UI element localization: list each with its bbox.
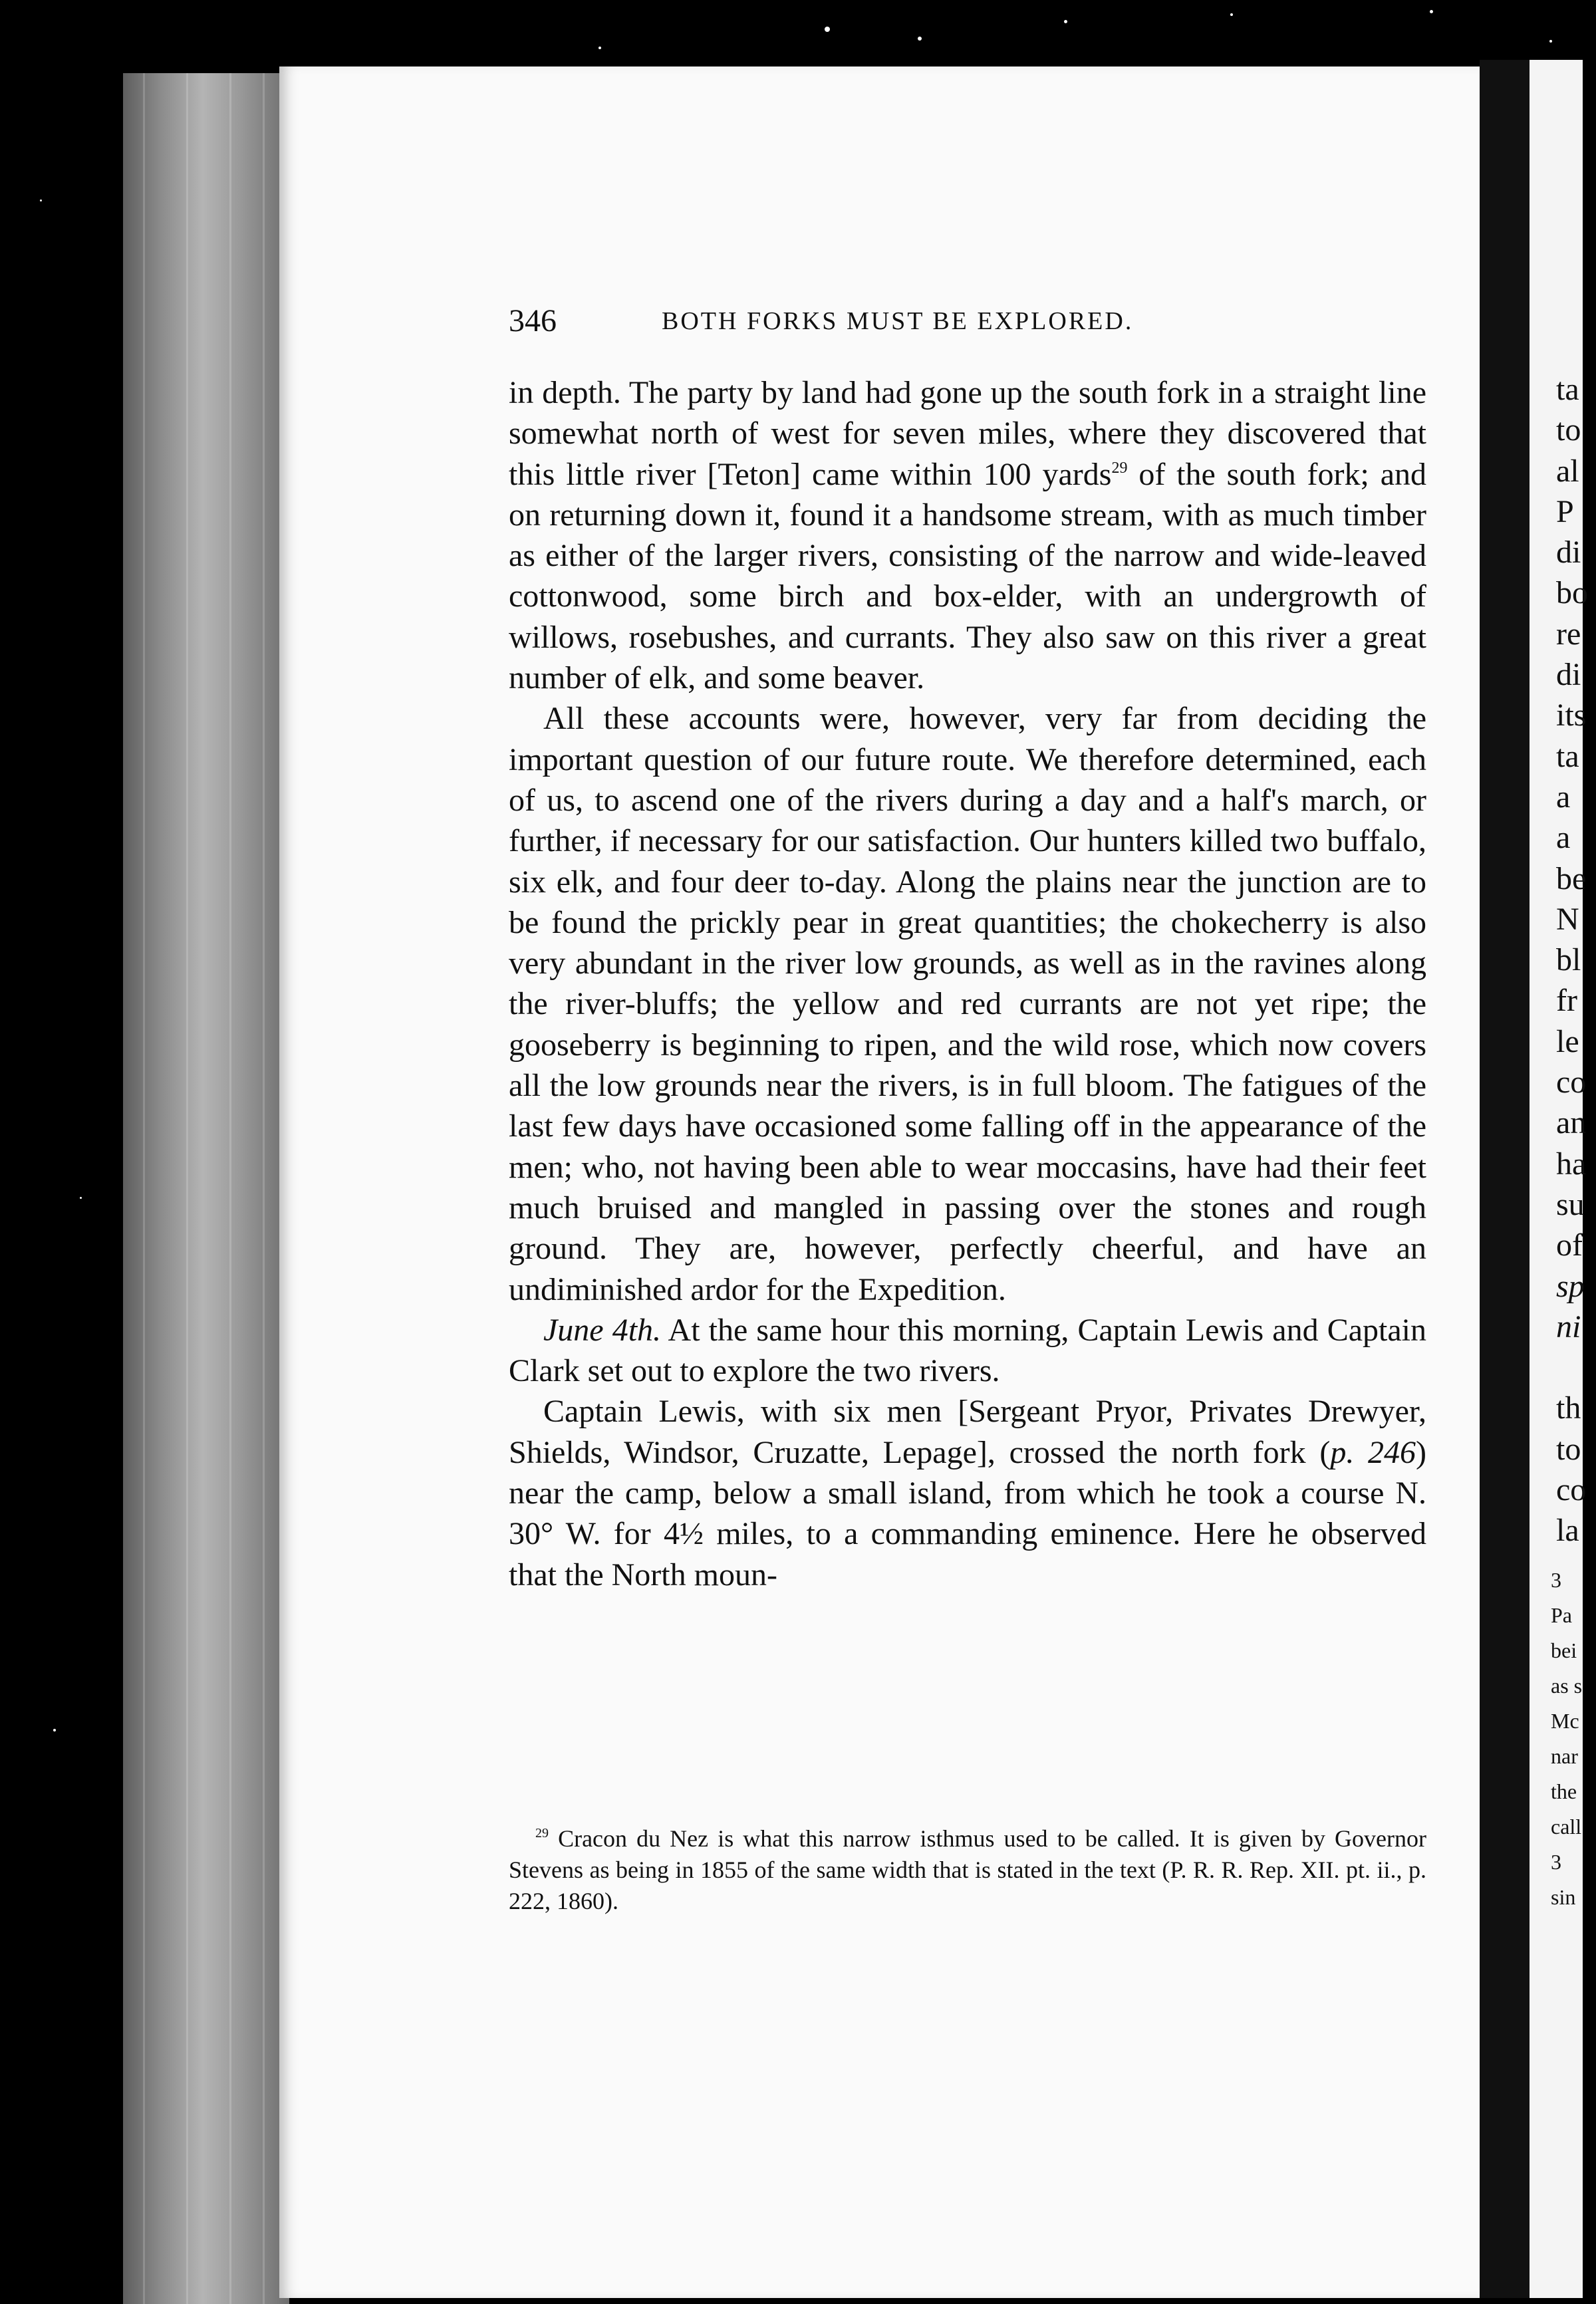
next-page-text (1556, 369, 1596, 1551)
scan-speck (1064, 20, 1067, 23)
book-page-edges (123, 73, 289, 2304)
footnote-ref[interactable]: 29 (1111, 459, 1128, 477)
next-page-footnote-line: Mc (1551, 1709, 1579, 1733)
next-page-line: re (1556, 616, 1581, 652)
next-page-footnote-line: 3 (1551, 1568, 1561, 1592)
next-page-line: to (1556, 412, 1581, 448)
scan-speck (40, 199, 42, 201)
next-page-footnote-line: bei (1551, 1638, 1577, 1662)
date-heading: June 4th. (543, 1312, 662, 1348)
next-page-line: ni (1556, 1309, 1581, 1344)
next-page-line: su (1556, 1186, 1585, 1222)
next-page-line: co (1556, 1472, 1587, 1508)
next-page-line: bo (1556, 575, 1588, 611)
next-page-line: fr (1556, 983, 1577, 1019)
footnote-marker: 29 (535, 1826, 549, 1841)
footnote-body: Cracon du Nez is what this narrow isthmus used to be called. It is given by Governor Stevens as being in 1855 of the same width that is stated in the text (P. R. R. Rep. XII. pt. ii., p. 222, 1860). (509, 1825, 1426, 1914)
next-page-footnote-line: call (1551, 1815, 1582, 1839)
next-page-line: a (1556, 820, 1571, 856)
paragraph-text: ) near the camp, below a small island, from which he took a course N. 30° W. for 4½ miles, to a commanding eminence. Here he observed that the North moun- (509, 1434, 1427, 1593)
next-page-line: le (1556, 1023, 1579, 1059)
next-page-line: N (1556, 901, 1579, 937)
paragraph-text: At the same hour this morning, Captain Lewis and Captain Clark set out to explore the two rivers. (509, 1312, 1426, 1389)
next-page-line: be (1556, 860, 1587, 896)
next-page-line (1556, 1347, 1596, 1388)
next-page-footnote-line: sin (1551, 1885, 1576, 1909)
next-page-line: a (1556, 779, 1571, 815)
next-page-line: ta (1556, 372, 1579, 407)
footnote-text (509, 1823, 1426, 1917)
paragraph: All these accounts were, however, very far from deciding the important question of our future route. We therefore determined, each of us, to ascend one of the rivers during a day and a half's march, or further, if necessary for our satisfaction. Our hunters killed two buffalo, six elk, and four deer to-day. Along the plains near the junction are to be found the prickly pear in great quantities; the chokecherry is also very abundant in the river low grounds, as well as in the ravines along the river-bluffs; the yellow and red currants are not yet ripe; the gooseberry is beginning to ripen, and the wild rose, which now covers all the low grounds near the rivers, is in full bloom. The fatigues of the last few days have occasioned some falling off in the appearance of the men; who, not having been able to wear moccasins, have had their feet much bruised and mangled in passing over the stones and rough ground. They are, however, perfectly cheerful, and have an undiminished ardor for the Expedition. (509, 701, 1426, 1307)
running-title: BOTH FORKS MUST BE EXPLORED. (662, 307, 1134, 335)
body-text (509, 372, 1426, 1595)
scan-speck (80, 1197, 82, 1199)
next-page-footnote-line: as s (1551, 1674, 1583, 1698)
scan-speck (53, 1729, 56, 1731)
next-page-footnote-line: nar (1551, 1744, 1578, 1768)
next-page-line: its (1556, 698, 1587, 733)
paragraph (509, 1310, 1426, 1392)
next-page-line: to (1556, 1431, 1581, 1467)
scan-speck (1230, 13, 1233, 16)
next-page-line: di (1556, 535, 1581, 571)
paragraph-text: in depth. The party by land had gone up the south fork in a straight line somewhat north of west for seven miles, where they discovered that this little river [Teton] came within 100 yards (509, 375, 1426, 492)
scan-speck (598, 47, 601, 49)
paragraph-text: Captain Lewis, with six men [Sergeant Pryor, Privates Drewyer, Shields, Windsor, Cruzatte, Lepage], crossed the north fork ( (509, 1394, 1426, 1470)
next-page-line: la (1556, 1513, 1579, 1549)
next-page-line: P (1556, 493, 1574, 529)
scan-speck (1430, 10, 1433, 13)
paragraph (509, 372, 1426, 698)
paragraph-text: of the south fork; and on returning down it, found it a handsome stream, with as much timber as either of the larger rivers, consisting of the narrow and wide-leaved cottonwood, some birch and box-elder, with an undergrowth of willows, rosebushes, and currants. They also saw on this river a great number of elk, and some beaver. (509, 456, 1427, 696)
scan-speck (1549, 40, 1552, 43)
scan-speck (918, 37, 922, 41)
next-page-line: al (1556, 453, 1579, 489)
page-gutter (1480, 60, 1530, 2298)
next-page-line: sp (1556, 1268, 1585, 1304)
next-page-line: co (1556, 1065, 1587, 1100)
next-page-line: th (1556, 1390, 1581, 1426)
scan-speck (825, 27, 830, 32)
next-page-line: ha (1556, 1146, 1587, 1182)
next-page-footnote-line: the (1551, 1779, 1577, 1803)
next-page-footnote-line: 3 (1551, 1850, 1561, 1874)
next-page-line: of (1556, 1227, 1583, 1263)
next-page-line: an (1556, 1105, 1587, 1141)
page-reference: p. 246 (1330, 1434, 1416, 1470)
footnote (509, 1823, 1426, 1917)
next-page-footnotes (1551, 1563, 1591, 1915)
next-page-line: ta (1556, 738, 1579, 774)
next-page-line: bl (1556, 942, 1581, 978)
paragraph (509, 1391, 1426, 1595)
next-page-footnote-line: Pa (1551, 1603, 1572, 1627)
running-header (509, 303, 1426, 342)
next-page-line: di (1556, 657, 1581, 693)
page-number: 346 (509, 303, 557, 338)
